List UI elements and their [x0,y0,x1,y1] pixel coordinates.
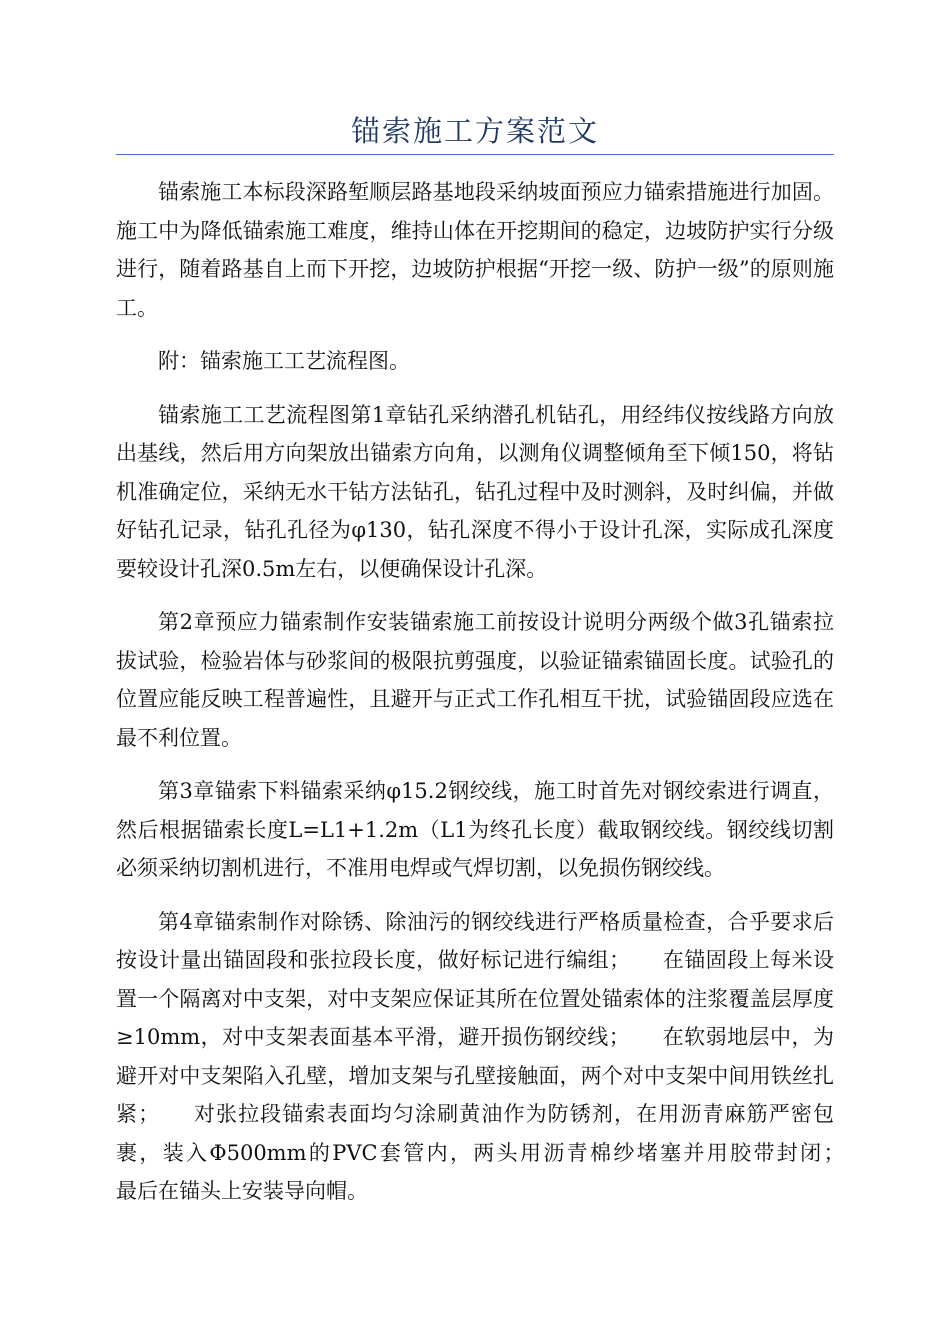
paragraph-intro: 锚索施工本标段深路堑顺层路基地段采纳坡面预应力锚索措施进行加固。施工中为降低锚索施工难度，维持山体在开挖期间的稳定，边坡防护实行分级进行，随着路基自上而下开挖，边坡防护根据“开挖一级、防护一级”的原则施工。 [116,180,834,320]
paragraph-appendix-note: 附：锚索施工工艺流程图。 [158,349,410,373]
document-body [116,173,876,1226]
document-title: 锚索施工方案范文 [350,114,599,148]
paragraph-chapter-3: 第3章锚索下料锚索采纳φ15.2钢绞线，施工时首先对钢绞索进行调直，然后根据锚索长度L=L1+1.2m（L1为终孔长度）截取钢绞线。钢绞线切割必须采纳切割机进行，不准用电焊或气焊切割，以免损伤钢绞线。 [116,779,834,880]
paragraph-chapter-2: 第2章预应力锚索制作安装锚索施工前按设计说明分两级个做3孔锚索拉拔试验，检验岩体与砂浆间的极限抗剪强度，以验证锚索锚固长度。试验孔的位置应能反映工程普遍性，且避开与正式工作孔相互干扰，试验锚固段应选在最不利位置。 [116,610,834,750]
paragraph-chapter-4: 第4章锚索制作对除锈、除油污的钢绞线进行严格质量检查，合乎要求后按设计量出锚固段和张拉段长度，做好标记进行编组； 在锚固段上每米设置一个隔离对中支架，对中支架应保证其所在位置处锚索体的注浆覆盖层厚度≥10mm，对中支架表面基本平滑，避开损伤钢绞线； 在软弱地层中，为避开对中支架陷入孔壁，增加支架与孔壁接触面，两个对中支架中间用铁丝扎紧； 对张拉段锚索表面均匀涂刷黄油作为防锈剂，在用沥青麻筋严密包裹，装入Φ500mm的PVC套管内，两头用沥青棉纱堵塞并用胶带封闭； 最后在锚头上安装导向帽。 [116,909,876,1203]
title-underline [116,154,834,155]
paragraph-chapter-1: 锚索施工工艺流程图第1章钻孔采纳潜孔机钻孔，用经纬仪按线路方向放出基线，然后用方向架放出锚索方向角，以测角仪调整倾角至下倾150，将钻机准确定位，采纳无水干钻方法钻孔，钻孔过程中及时测斜，及时纠偏，并做好钻孔记录，钻孔孔径为φ130，钻孔深度不得小于设计孔深，实际成孔深度要较设计孔深0.5m左右，以便确保设计孔深。 [116,402,834,581]
